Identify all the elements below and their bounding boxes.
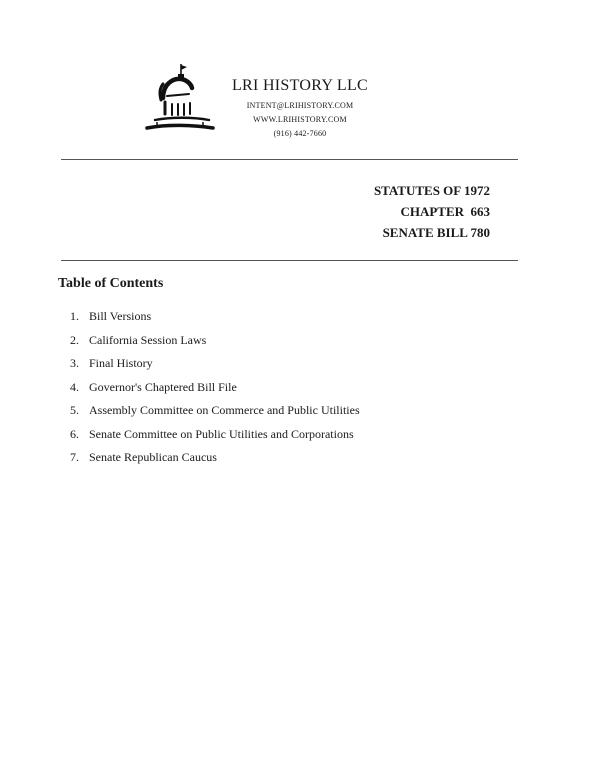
company-email: INTENT@LRIHISTORY.COM (246, 101, 354, 110)
toc-item-bill-versions (70, 308, 360, 332)
toc-list (70, 308, 360, 473)
statute-block (374, 180, 490, 243)
toc-item-number: 1. (70, 309, 79, 323)
company-phone: (916) 442-7660 (273, 129, 327, 138)
toc-item-governors-file (70, 379, 360, 403)
toc-item-number: 4. (70, 379, 79, 394)
toc-item-republican-caucus (70, 449, 360, 473)
toc-title: Table of Contents (58, 276, 164, 291)
company-info (225, 76, 375, 141)
bottom-divider (61, 260, 518, 261)
toc-item-label: Bill Versions (89, 309, 152, 323)
toc-item-label: Final History (89, 356, 153, 370)
toc-item-number: 6. (70, 426, 79, 441)
toc-item-session-laws (70, 332, 360, 356)
toc-item-number: 2. (70, 332, 79, 347)
company-website: WWW.LRIHISTORY.COM (253, 115, 347, 124)
company-name: LRI HISTORY LLC (231, 77, 369, 94)
toc-item-final-history (70, 355, 360, 379)
statute-chapter: CHAPTER 663 (400, 204, 490, 219)
toc-item-label: Senate Republican Caucus (89, 450, 217, 464)
toc-item-number: 5. (70, 403, 79, 417)
toc-item-number: 3. (70, 356, 79, 370)
toc-item-label: Assembly Committee on Commerce and Public Utilities (89, 403, 360, 417)
toc-item-number: 7. (70, 450, 79, 464)
statute-year: STATUTES OF 1972 (373, 183, 490, 198)
statute-bill: SENATE BILL 780 (382, 225, 490, 240)
toc-item-label: Governor's Chaptered Bill File (89, 379, 237, 394)
top-divider (61, 159, 518, 160)
toc-item-label: California Session Laws (89, 332, 207, 347)
toc-item-label: Senate Committee on Public Utilities and Corporations (89, 426, 354, 441)
capitol-dome-logo-icon (143, 62, 215, 140)
toc-item-senate-committee (70, 426, 360, 450)
toc-item-assembly-committee (70, 402, 360, 426)
